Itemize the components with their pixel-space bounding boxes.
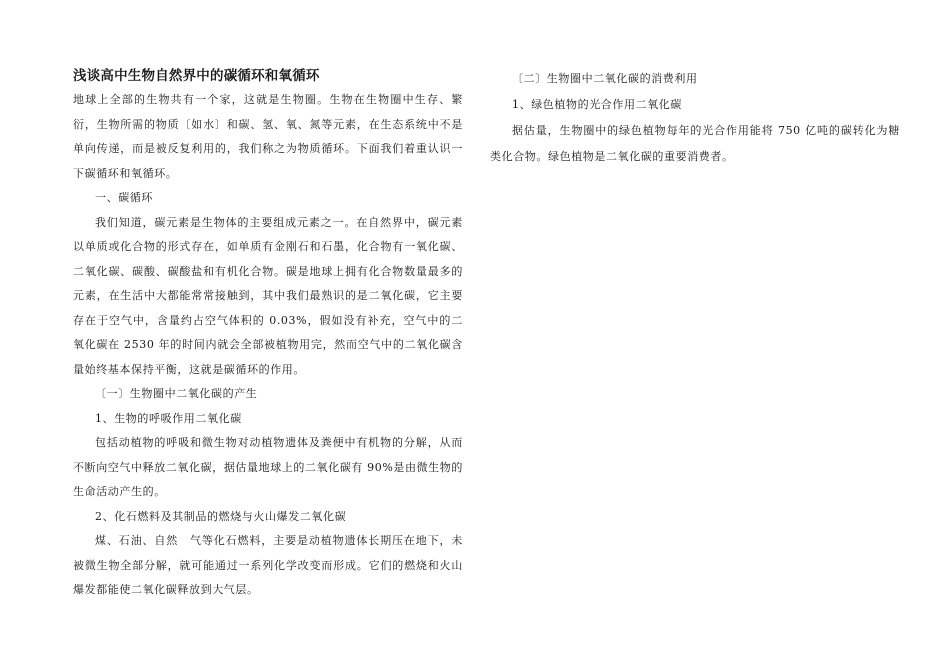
co2-consumption-heading: 〔二〕生物圈中二氧化碳的消费利用 <box>512 72 698 85</box>
photosynthesis-paragraph: 据估量，生物圈中的绿色植物每年的光合作用能将 750 亿吨的碳转化为糖类化合物。绿色植物是二氧化碳的重要消费者。 <box>490 124 900 163</box>
co2-production-heading: 〔一〕生物圈中二氧化碳的产生 <box>95 387 258 400</box>
article-title: 浅谈高中生物自然界中的碳循环和氧循环 <box>73 68 320 84</box>
left-column <box>73 66 463 603</box>
right-column <box>490 66 900 170</box>
carbon-cycle-paragraph: 我们知道，碳元素是生物体的主要组成元素之一。在自然界中，碳元素以单质或化合物的形式存在，如单质有金刚石和石墨，化合物有一氧化碳、二氧化碳、碳酸、碳酸盐和有机化合物。碳是地球上拥有化合物数量最多的元素，在生活中大都能常常接触到，其中我们最熟识的是二氧化碳，它主要存在于空气中，含量约占空气体积的 0.03%，假如没有补充，空气中的二氧化碳在 2530 年的时间内就会全部被植物用完，然而空气中的二氧化碳含量始终基本保持平衡，这就是碳循环的作用。 <box>73 215 463 376</box>
respiration-paragraph: 包括动植物的呼吸和微生物对动植物遗体及粪便中有机物的分解，从而不断向空气中释放二氧化碳，据估量地球上的二氧化碳有 90%是由微生物的生命活动产生的。 <box>73 436 463 498</box>
fossil-fuel-paragraph: 煤、石油、自然 气等化石燃料，主要是动植物遗体长期压在地下，未被微生物全部分解，就可能通过一系列化学改变而形成。它们的燃烧和火山爆发都能使二氧化碳释放到大气层。 <box>73 534 463 596</box>
section-carbon-cycle-heading: 一、碳循环 <box>95 191 153 204</box>
respiration-heading: 1、生物的呼吸作用二氧化碳 <box>95 411 242 425</box>
photosynthesis-heading: 1、绿色植物的光合作用二氧化碳 <box>512 98 682 111</box>
intro-paragraph: 地球上全部的生物共有一个家，这就是生物圈。生物在生物圈中生存、繁衍，生物所需的物质〔如水〕和碳、氢、氧、氮等元素，在生态系统中不是单向传递，而是被反复利用的，我们称之为物质循环。下面我们着重认识一下碳循环和氧循环。 <box>73 93 463 180</box>
fossil-fuel-heading: 2、化石燃料及其制品的燃烧与火山爆发二氧化碳 <box>95 509 347 523</box>
